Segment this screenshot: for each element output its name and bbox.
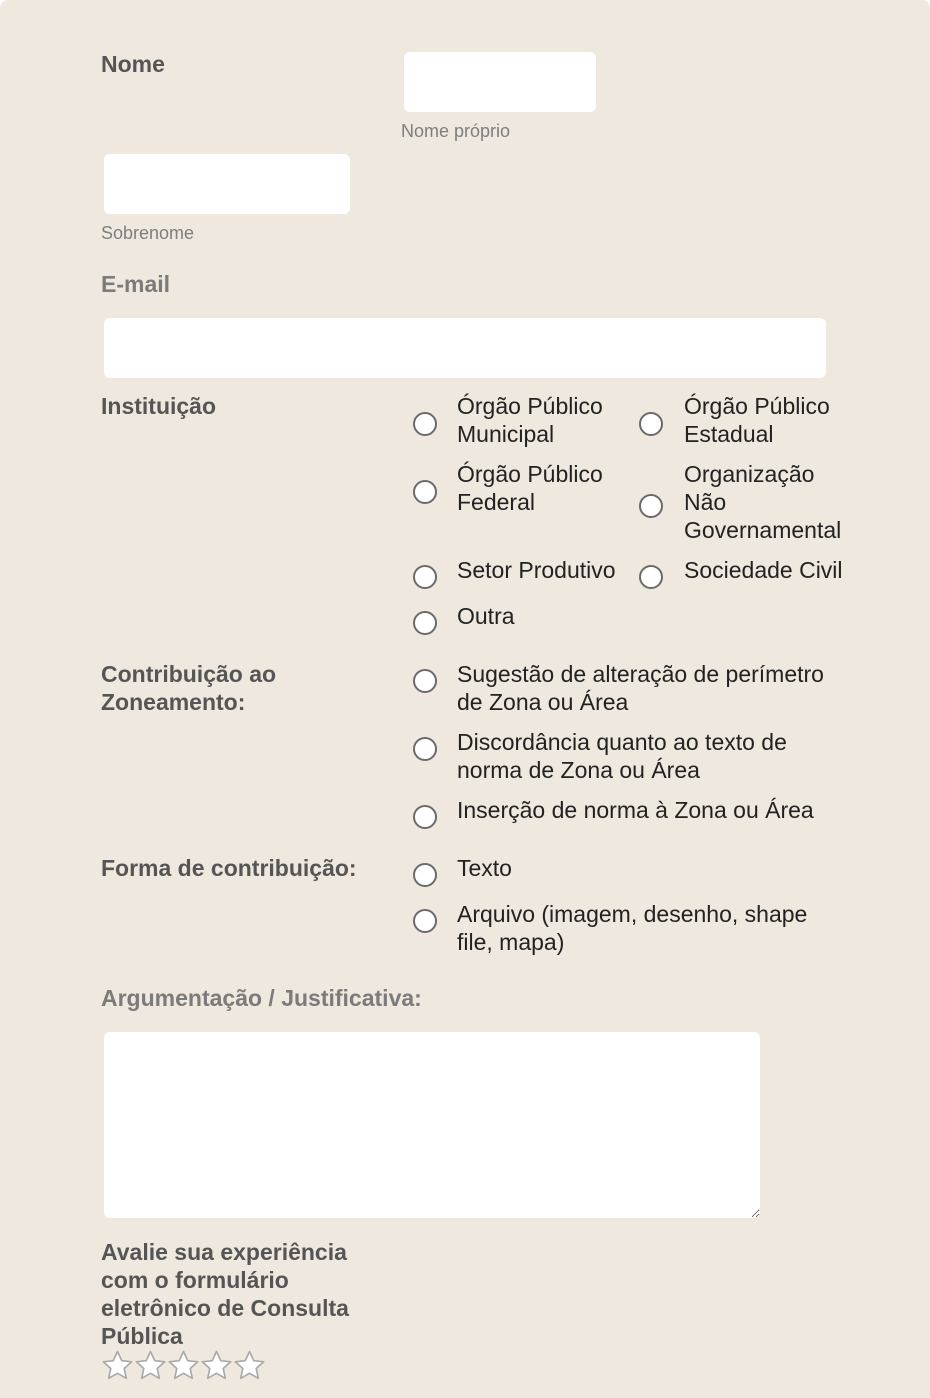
radio-ong[interactable] [639, 494, 663, 518]
radio-orgao-federal[interactable] [413, 480, 437, 504]
star-rating [101, 1349, 266, 1382]
last-name-sublabel: Sobrenome [101, 223, 195, 243]
radio-outra[interactable] [413, 611, 437, 635]
star-2-icon[interactable] [134, 1349, 167, 1382]
forma-label: Forma de contribuição: [101, 855, 357, 881]
star-3-icon[interactable] [167, 1349, 200, 1382]
avaliacao-label: Avalie sua experiência com o formulário eletrônico de Consulta Pública [101, 1239, 349, 1349]
argumentacao-textarea[interactable] [104, 1032, 760, 1218]
star-5-icon[interactable] [233, 1349, 266, 1382]
contribuicao-label: Contribuição ao Zoneamento: [101, 661, 277, 715]
star-1-icon[interactable] [101, 1349, 134, 1382]
argumentacao-label: Argumentação / Justificativa: [101, 985, 422, 1011]
radio-orgao-estadual[interactable] [639, 412, 663, 436]
email-input[interactable] [104, 318, 826, 378]
option-sociedade-civil-label: Sociedade Civil [684, 557, 843, 583]
option-sugestao-perimetro-label: Sugestão de alteração de perímetro de Zona ou Área [457, 661, 824, 715]
option-arquivo-label: Arquivo (imagem, desenho, shape file, mapa) [457, 901, 808, 955]
option-setor-produtivo-label: Setor Produtivo [457, 557, 616, 583]
option-orgao-estadual-label: Órgão Público Estadual [684, 393, 830, 447]
star-4-icon[interactable] [200, 1349, 233, 1382]
option-texto-label: Texto [457, 855, 512, 881]
radio-sociedade-civil[interactable] [639, 565, 663, 589]
option-discordancia-texto-label: Discordância quanto ao texto de norma de Zona ou Área [457, 729, 787, 783]
first-name-input[interactable] [404, 52, 596, 112]
first-name-sublabel: Nome próprio [401, 121, 511, 141]
nome-label: Nome [101, 51, 165, 77]
option-outra-label: Outra [457, 603, 515, 629]
email-label: E-mail [101, 271, 171, 297]
radio-setor-produtivo[interactable] [413, 565, 437, 589]
option-orgao-federal-label: Órgão Público Federal [457, 461, 603, 515]
radio-orgao-municipal[interactable] [413, 412, 437, 436]
radio-texto[interactable] [413, 863, 437, 887]
option-orgao-municipal-label: Órgão Público Municipal [457, 393, 603, 447]
option-ong-label: Organização Não Governamental [684, 461, 842, 543]
option-insercao-norma-label: Inserção de norma à Zona ou Área [457, 797, 814, 823]
radio-discordancia-texto[interactable] [413, 737, 437, 761]
last-name-input[interactable] [104, 154, 350, 214]
instituicao-label: Instituição [101, 393, 217, 419]
radio-arquivo[interactable] [413, 909, 437, 933]
radio-sugestao-perimetro[interactable] [413, 669, 437, 693]
radio-insercao-norma[interactable] [413, 805, 437, 829]
